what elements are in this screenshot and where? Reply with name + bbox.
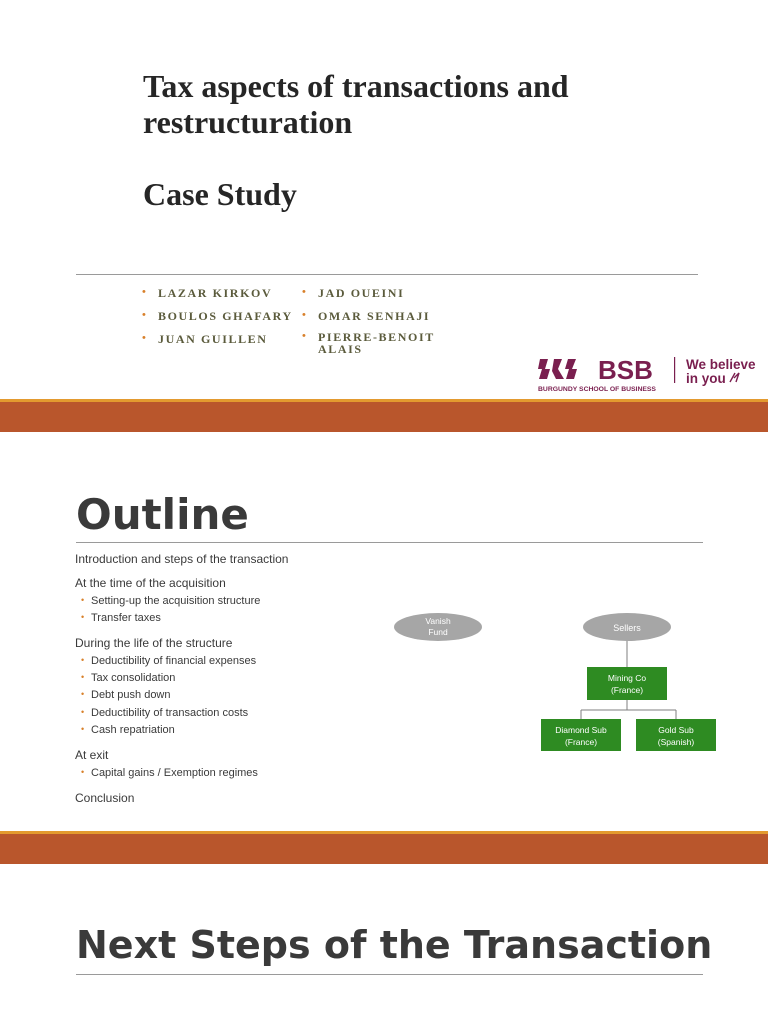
logo-school: BURGUNDY SCHOOL OF BUSINESS <box>538 386 656 393</box>
bullet-icon: • <box>142 309 148 321</box>
bullet-icon: • <box>302 286 308 298</box>
outline-item: At exit <box>75 748 109 762</box>
author-item: • JUAN GUILLEN <box>142 332 268 346</box>
bullet-icon: • <box>81 672 85 682</box>
structure-diagram <box>380 600 725 760</box>
bullet-icon: • <box>81 689 85 699</box>
bullet-icon: • <box>81 595 85 605</box>
bullet-icon: • <box>81 612 85 622</box>
outline-subitem: • Capital gains / Exemption regimes <box>81 767 258 779</box>
outline-subitem: • Deductibility of financial expenses <box>81 655 257 667</box>
slide1-title: Tax aspects of transactions and restructuration <box>143 68 569 140</box>
bullet-icon: • <box>81 655 85 665</box>
logo-slogan-line1: We believe <box>686 357 756 372</box>
bullet-icon: • <box>81 707 85 717</box>
bullet-icon: • <box>81 724 85 734</box>
node-mining-co <box>587 667 667 700</box>
logo-separator <box>674 357 675 383</box>
author-item: • OMAR SENHAJI <box>302 309 431 323</box>
section-band <box>0 831 768 864</box>
outline-item: At the time of the acquisition <box>75 576 226 590</box>
outline-subitem: • Setting-up the acquisition structure <box>81 595 261 607</box>
bullet-icon: • <box>302 330 308 342</box>
node-gold-label-1: Gold Sub <box>658 725 694 735</box>
logo-scribble-icon <box>730 373 739 382</box>
divider <box>76 542 703 543</box>
node-diamond-label-2: (France) <box>564 737 598 747</box>
bullet-icon: • <box>81 767 85 777</box>
bullet-icon: • <box>142 286 148 298</box>
bsb-logo <box>538 355 766 395</box>
node-vanish-label-2: Fund <box>428 627 448 637</box>
logo-mark: BSB <box>598 355 653 385</box>
author-item: • BOULOS GHAFARY <box>142 309 293 323</box>
outline-subitem: • Cash repatriation <box>81 724 175 736</box>
logo-glyph-icon <box>538 359 550 379</box>
author-item: • JAD OUEINI <box>302 286 405 300</box>
logo-glyph-icon <box>565 359 577 379</box>
logo-glyph-icon <box>552 359 564 379</box>
divider <box>76 274 698 275</box>
node-vanish-label-1: Vanish <box>425 616 451 626</box>
divider <box>76 974 703 975</box>
next-steps-title: Next Steps of the Transaction <box>76 923 713 967</box>
outline-item: Conclusion <box>75 791 135 805</box>
outline-item: During the life of the structure <box>75 636 233 650</box>
outline-subitem: • Transfer taxes <box>81 612 161 624</box>
slide1-subtitle: Case Study <box>143 176 297 212</box>
outline-title: Outline <box>76 490 249 539</box>
node-mining-label-2: (France) <box>610 685 644 695</box>
author-item: • PIERRE-BENOIT ALAIS <box>302 330 435 356</box>
bullet-icon: • <box>142 332 148 344</box>
node-mining-label-1: Mining Co <box>607 673 647 683</box>
outline-subitem: • Tax consolidation <box>81 672 176 684</box>
node-gold-label-2: (Spanish) <box>657 737 695 747</box>
outline-subitem: • Deductibility of transaction costs <box>81 707 249 719</box>
outline-item: Introduction and steps of the transaction <box>75 552 289 566</box>
outline-subitem: • Debt push down <box>81 689 171 701</box>
author-item: • LAZAR KIRKOV <box>142 286 273 300</box>
section-band <box>0 399 768 432</box>
node-sellers-label: Sellers <box>613 623 641 633</box>
logo-slogan-line2: in you <box>686 371 726 386</box>
bullet-icon: • <box>302 309 308 321</box>
node-diamond-label-1: Diamond Sub <box>555 725 607 735</box>
